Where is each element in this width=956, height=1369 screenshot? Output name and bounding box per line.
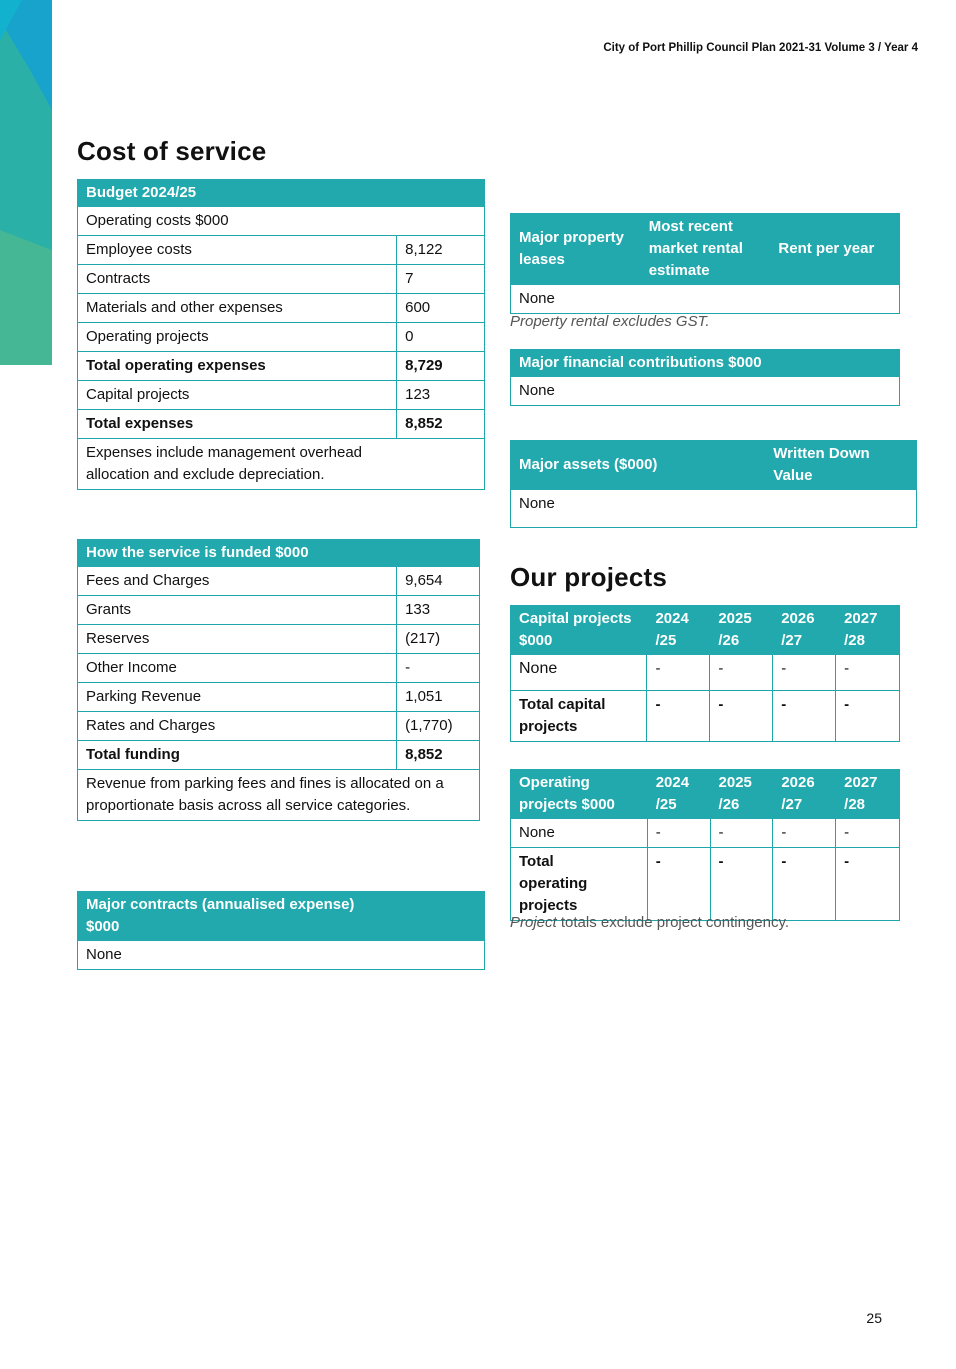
row-value: 133 bbox=[397, 596, 480, 625]
row-label: None bbox=[511, 819, 648, 848]
decorative-side-band bbox=[0, 0, 52, 365]
row-label: Employee costs bbox=[78, 236, 397, 265]
assets-value: None bbox=[511, 490, 765, 528]
capital-year: 2025 /26 bbox=[710, 606, 773, 655]
budget-table bbox=[77, 179, 485, 490]
projects-note-text: totals exclude project contingency. bbox=[556, 914, 790, 931]
row-value: 8,729 bbox=[397, 352, 485, 381]
row-value: 8,852 bbox=[397, 410, 485, 439]
row-label: Parking Revenue bbox=[78, 683, 397, 712]
operating-title: Operating projects $000 bbox=[511, 770, 648, 819]
row-value: 123 bbox=[397, 381, 485, 410]
contributions-table bbox=[510, 349, 900, 406]
row-value: 600 bbox=[397, 294, 485, 323]
capital-year: 2026 /27 bbox=[773, 606, 836, 655]
row-value: 9,654 bbox=[397, 567, 480, 596]
table-row bbox=[511, 655, 900, 691]
row-value: (217) bbox=[397, 625, 480, 654]
contracts-title-empty bbox=[371, 892, 485, 941]
budget-title: Budget 2024/25 bbox=[78, 180, 485, 207]
table-row bbox=[78, 654, 480, 683]
table-row bbox=[78, 596, 480, 625]
row-value: - bbox=[710, 819, 773, 848]
projects-note-italic: Project bbox=[510, 914, 557, 931]
row-value: - bbox=[710, 691, 773, 742]
row-label: Fees and Charges bbox=[78, 567, 397, 596]
our-projects-heading: Our projects bbox=[510, 562, 667, 592]
table-row bbox=[511, 819, 900, 848]
row-label: Materials and other expenses bbox=[78, 294, 397, 323]
projects-note bbox=[510, 914, 789, 931]
table-row bbox=[78, 381, 485, 410]
row-label: Other Income bbox=[78, 654, 397, 683]
row-label: Capital projects bbox=[78, 381, 397, 410]
row-value: (1,770) bbox=[397, 712, 480, 741]
table-row bbox=[78, 567, 480, 596]
operating-year: 2027 /28 bbox=[836, 770, 900, 819]
property-col3: Rent per year bbox=[770, 214, 900, 285]
budget-footnote: Expenses include management overhead allocation and exclude depreciation. bbox=[78, 439, 485, 490]
row-value: - bbox=[710, 848, 773, 921]
capital-title: Capital projects $000 bbox=[511, 606, 647, 655]
assets-col1: Major assets ($000) bbox=[511, 441, 765, 490]
property-table bbox=[510, 213, 900, 314]
row-value: - bbox=[710, 655, 773, 691]
table-row bbox=[78, 265, 485, 294]
row-label: Reserves bbox=[78, 625, 397, 654]
row-value: 0 bbox=[397, 323, 485, 352]
funding-title-empty bbox=[397, 540, 480, 567]
table-row bbox=[511, 848, 900, 921]
row-label: Total capital projects bbox=[511, 691, 647, 742]
table-row bbox=[78, 236, 485, 265]
row-label: Operating projects bbox=[78, 323, 397, 352]
table-row bbox=[78, 683, 480, 712]
row-label: None bbox=[511, 655, 647, 691]
row-label: Total expenses bbox=[78, 410, 397, 439]
row-value: - bbox=[773, 655, 836, 691]
contracts-value: None bbox=[78, 941, 371, 970]
row-value: 1,051 bbox=[397, 683, 480, 712]
assets-table bbox=[510, 440, 917, 528]
table-row bbox=[511, 691, 900, 742]
property-col1: Major property leases bbox=[511, 214, 641, 285]
table-row bbox=[78, 323, 485, 352]
assets-col2: Written Down Value bbox=[765, 441, 917, 490]
contributions-title: Major financial contributions $000 bbox=[511, 350, 900, 377]
property-value: None bbox=[511, 285, 900, 314]
operating-year: 2026 /27 bbox=[773, 770, 836, 819]
operating-year: 2024 /25 bbox=[647, 770, 710, 819]
row-value: - bbox=[647, 848, 710, 921]
document-header: City of Port Phillip Council Plan 2021-31 Volume 3 / Year 4 bbox=[603, 42, 918, 54]
funding-title: How the service is funded $000 bbox=[78, 540, 397, 567]
row-label: Rates and Charges bbox=[78, 712, 397, 741]
capital-year: 2024 /25 bbox=[647, 606, 710, 655]
table-row bbox=[78, 712, 480, 741]
row-value: - bbox=[397, 654, 480, 683]
table-row bbox=[78, 410, 485, 439]
row-value: - bbox=[836, 848, 900, 921]
operating-year: 2025 /26 bbox=[710, 770, 773, 819]
row-value: - bbox=[647, 819, 710, 848]
row-label: Total operating projects bbox=[511, 848, 648, 921]
row-value: - bbox=[647, 691, 710, 742]
row-label: Total operating expenses bbox=[78, 352, 397, 381]
row-value: - bbox=[773, 691, 836, 742]
row-value: - bbox=[836, 819, 900, 848]
row-value: - bbox=[773, 819, 836, 848]
row-value: - bbox=[647, 655, 710, 691]
page-number: 25 bbox=[866, 1310, 882, 1326]
table-row bbox=[78, 294, 485, 323]
table-row bbox=[78, 625, 480, 654]
row-label: Contracts bbox=[78, 265, 397, 294]
row-label: Grants bbox=[78, 596, 397, 625]
funding-table bbox=[77, 539, 480, 821]
row-label: Total funding bbox=[78, 741, 397, 770]
contracts-title: Major contracts (annualised expense) $000 bbox=[78, 892, 371, 941]
property-note: Property rental excludes GST. bbox=[510, 313, 710, 330]
row-value: 7 bbox=[397, 265, 485, 294]
contracts-table bbox=[77, 891, 485, 970]
row-value: 8,122 bbox=[397, 236, 485, 265]
table-row bbox=[78, 741, 480, 770]
capital-year: 2027 /28 bbox=[836, 606, 900, 655]
table-row bbox=[78, 352, 485, 381]
contributions-value: None bbox=[511, 377, 900, 406]
funding-footnote: Revenue from parking fees and fines is allocated on a proportionate basis across all service categories. bbox=[78, 770, 480, 821]
assets-empty-cell bbox=[765, 490, 917, 528]
operating-projects-table bbox=[510, 769, 900, 921]
capital-projects-table bbox=[510, 605, 900, 742]
budget-subheading: Operating costs $000 bbox=[78, 207, 485, 236]
row-value: - bbox=[836, 655, 900, 691]
row-value: 8,852 bbox=[397, 741, 480, 770]
cost-of-service-heading: Cost of service bbox=[77, 136, 267, 166]
row-value: - bbox=[836, 691, 900, 742]
row-value: - bbox=[773, 848, 836, 921]
property-col2: Most recent market rental estimate bbox=[640, 214, 770, 285]
contracts-empty-cell bbox=[371, 941, 485, 970]
